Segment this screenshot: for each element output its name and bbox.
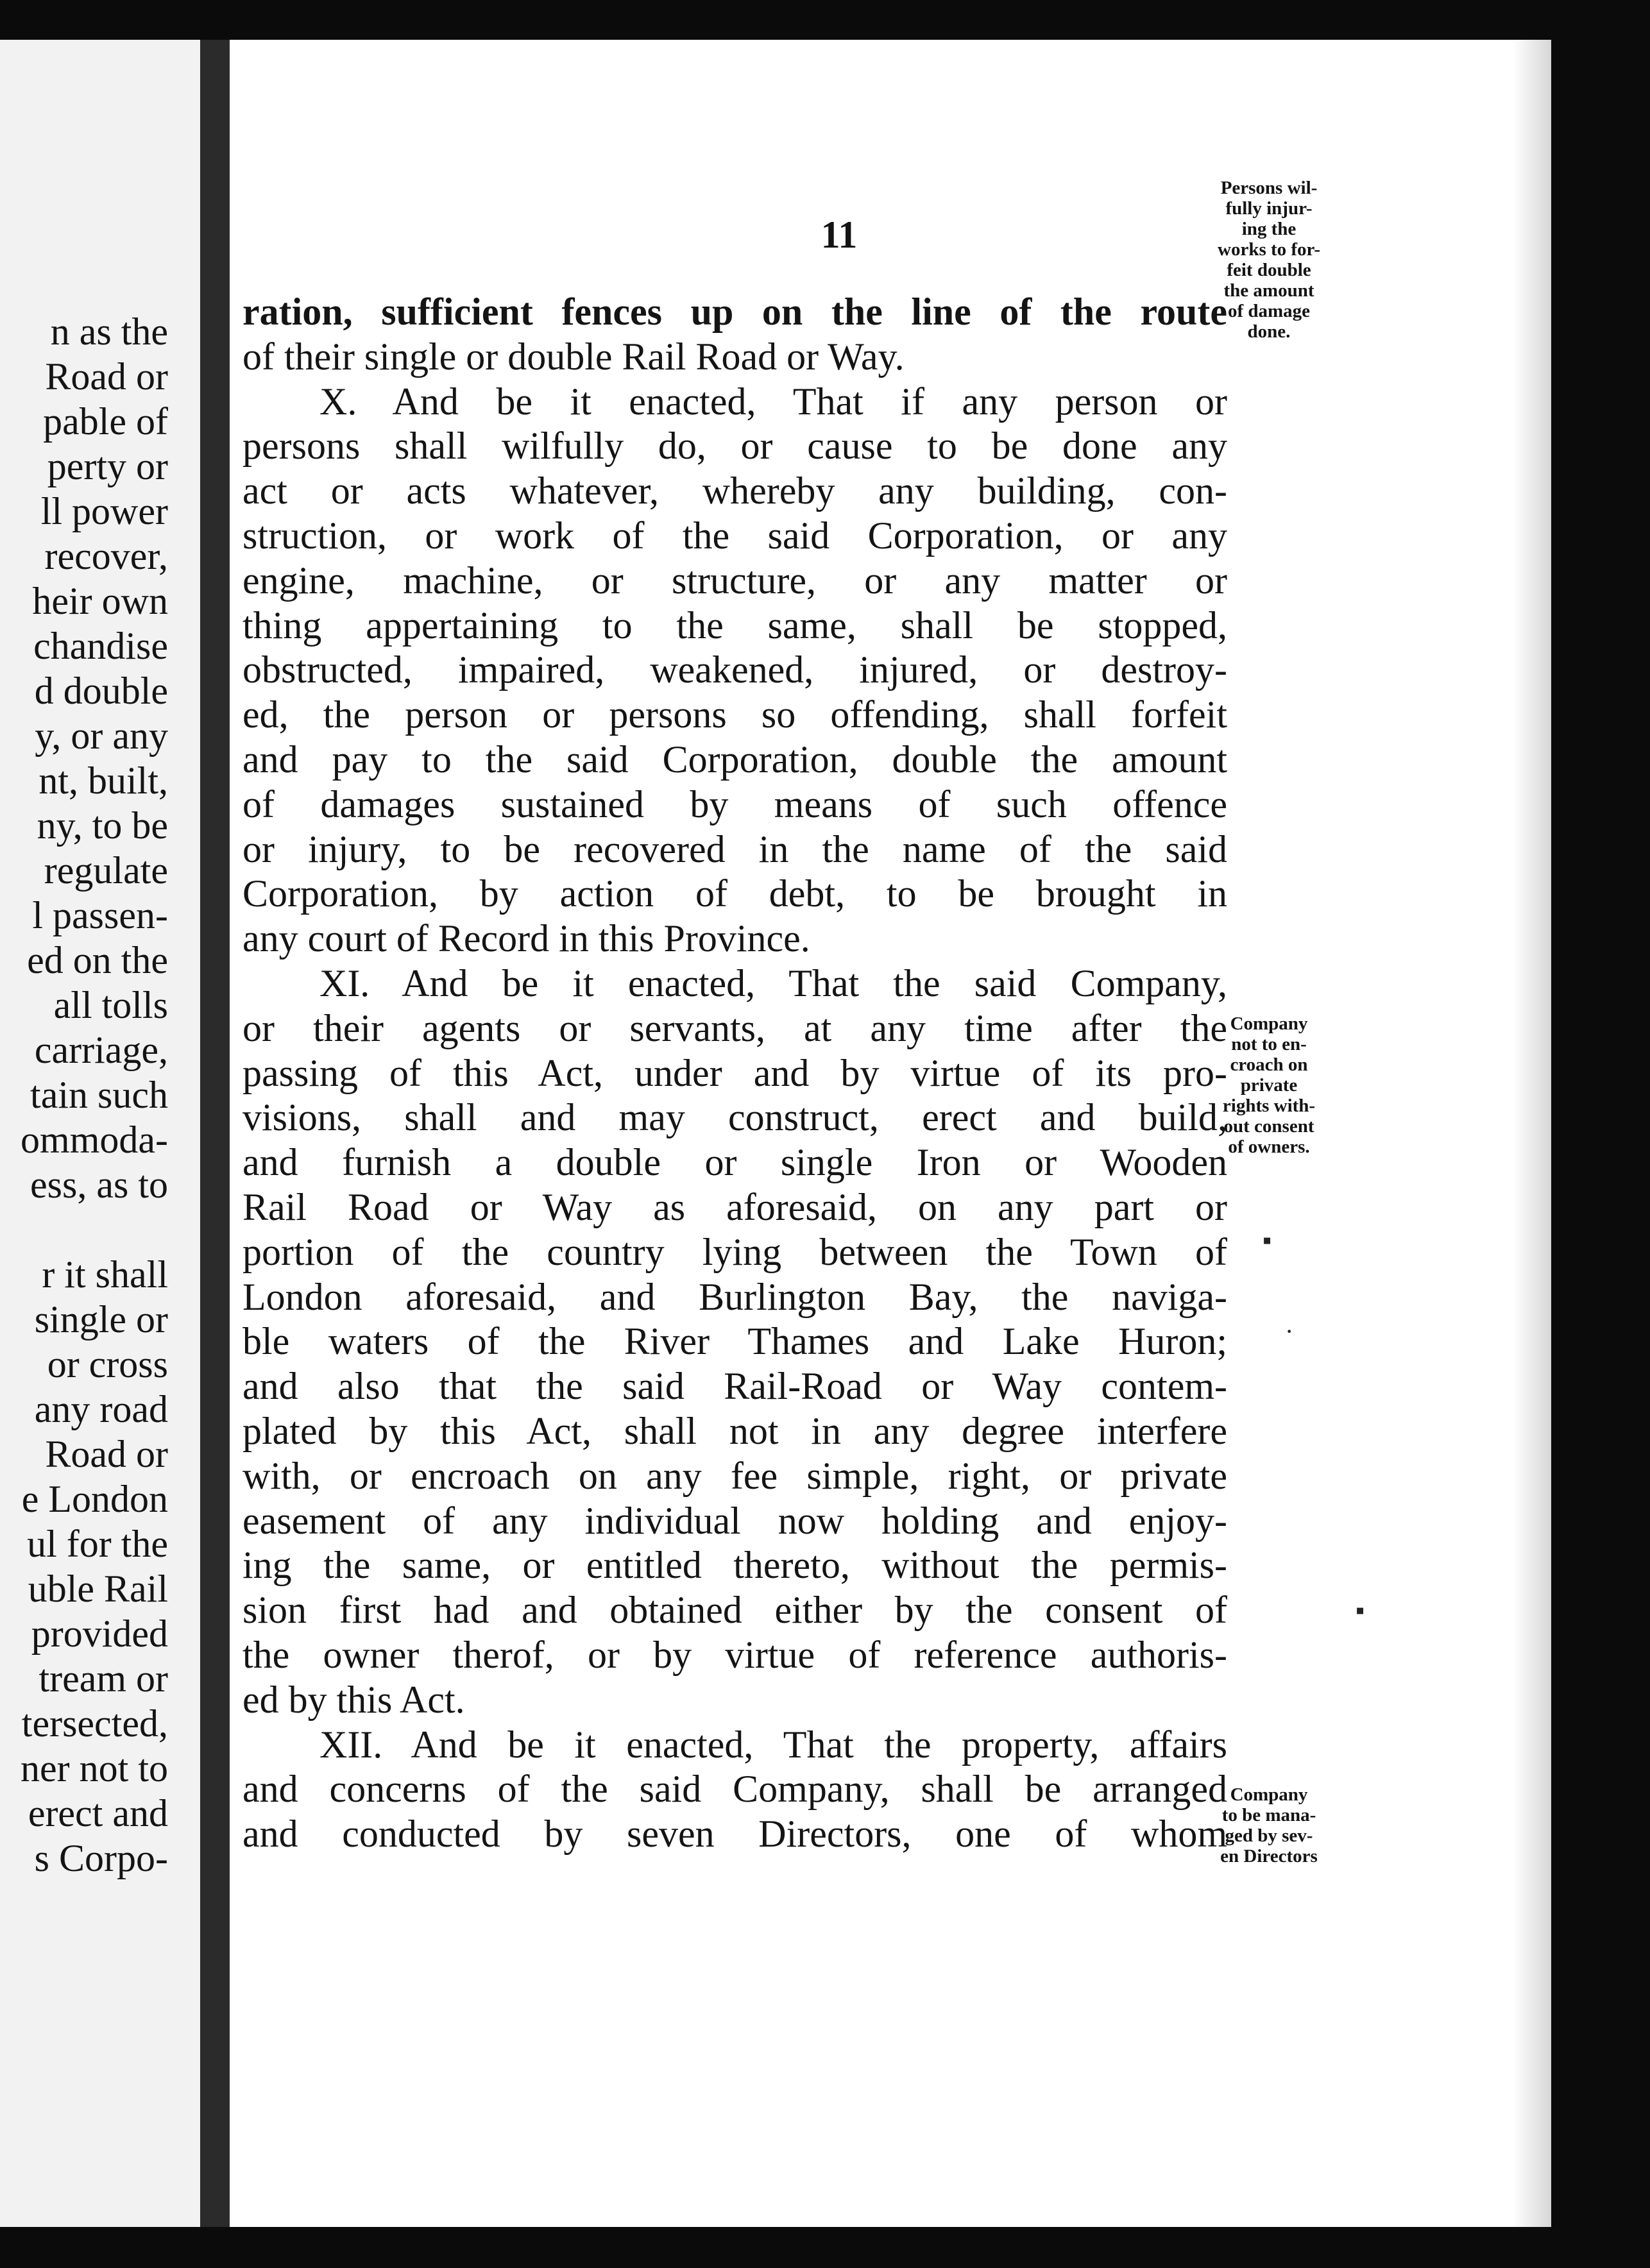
left-page-line: ner not to	[21, 1747, 168, 1790]
left-page-line: any road	[34, 1388, 168, 1430]
marginal-note-section-xi	[1198, 1013, 1340, 1157]
body-line: ble waters of the River Thames and Lake Huron;	[242, 1320, 1227, 1363]
marginal-note-line: Persons wil-	[1220, 178, 1318, 198]
body-line: struction, or work of the said Corporation, or any	[242, 514, 1227, 557]
left-page-line: or cross	[47, 1343, 168, 1385]
marginal-note-line: works to for-	[1218, 239, 1320, 260]
marginal-note-line: of damage	[1227, 301, 1311, 321]
right-page	[230, 40, 1551, 2227]
body-text	[242, 290, 1227, 1857]
body-line: visions, shall and may construct, erect and build,	[242, 1096, 1227, 1139]
left-page-line: l passen-	[32, 894, 168, 936]
marginal-note-line: private	[1240, 1075, 1298, 1096]
body-line: any court of Record in this Province.	[242, 917, 810, 960]
left-page-line: erect and	[28, 1792, 168, 1834]
body-line: the owner therof, or by virtue of reference authoris-	[242, 1633, 1227, 1676]
left-page-line: ess, as to	[30, 1164, 168, 1206]
ink-speck: ▪	[1263, 1226, 1272, 1255]
left-page-line: tain such	[30, 1074, 168, 1116]
body-line: engine, machine, or structure, or any matter or	[242, 559, 1227, 602]
book-gutter	[200, 40, 230, 2227]
body-line: XII. And be it enacted, That the property, affairs	[319, 1723, 1227, 1766]
body-line: or their agents or servants, at any time after the	[242, 1006, 1227, 1049]
marginal-note-line: croach on	[1230, 1054, 1308, 1075]
marginal-note-line: the amount	[1223, 280, 1314, 301]
body-line: portion of the country lying between the Town of	[242, 1230, 1227, 1273]
marginal-note-line: of owners.	[1228, 1137, 1310, 1157]
left-page-line: ommoda-	[21, 1119, 168, 1161]
marginal-note-section-xii	[1198, 1784, 1340, 1866]
body-line: easement of any individual now holding and enjoy-	[242, 1499, 1227, 1542]
marginal-note-line: done.	[1247, 321, 1291, 342]
body-line: and pay to the said Corporation, double the amount	[242, 738, 1227, 781]
left-page-line: tersected,	[21, 1702, 168, 1745]
left-page-line: regulate	[44, 849, 168, 892]
body-line: and concerns of the said Company, shall be arranged	[242, 1768, 1227, 1811]
body-line: X. And be it enacted, That if any person or	[319, 380, 1227, 423]
marginal-note-section-x	[1198, 178, 1340, 342]
left-page-line: nt, built,	[38, 759, 168, 802]
left-page-line: Road or	[45, 1433, 168, 1475]
marginal-note-line: out consent	[1223, 1116, 1314, 1137]
left-page-line: r it shall	[42, 1253, 168, 1296]
body-line: act or acts whatever, whereby any building, con-	[242, 470, 1227, 512]
left-page-line: ul for the	[27, 1523, 168, 1565]
body-line: London aforesaid, and Burlington Bay, the naviga-	[242, 1275, 1227, 1318]
body-line: ed, the person or persons so offending, shall forfeit	[242, 693, 1227, 736]
marginal-note-line: ged by sev-	[1225, 1825, 1313, 1846]
left-page-line: provided	[31, 1612, 168, 1655]
body-line: ing the same, or entitled thereto, without the permis-	[242, 1544, 1227, 1587]
left-page-line: ed on the	[27, 939, 168, 981]
body-line: plated by this Act, shall not in any degree interfere	[242, 1409, 1227, 1452]
body-line: of damages sustained by means of such offence	[242, 783, 1227, 825]
body-line: Corporation, by action of debt, to be brought in	[242, 872, 1227, 915]
left-page-line: single or	[34, 1298, 168, 1341]
page-number: 11	[821, 214, 858, 256]
marginal-note-line: rights with-	[1222, 1096, 1316, 1116]
left-page-line: tream or	[38, 1657, 168, 1700]
page-edge-mark: ·	[1285, 1317, 1294, 1346]
left-page-line: ll power	[40, 490, 168, 532]
left-page-line: Road or	[45, 355, 168, 398]
body-line: Rail Road or Way as aforesaid, on any part or	[242, 1185, 1227, 1228]
left-page-line: ny, to be	[37, 804, 168, 847]
left-page-line: perty or	[47, 445, 168, 487]
marginal-note-line: Company	[1230, 1784, 1308, 1805]
marginal-note-line: fully injur-	[1225, 198, 1313, 219]
left-page-line: y, or any	[35, 715, 168, 757]
left-page-line: uble Rail	[28, 1568, 168, 1610]
body-line: and also that the said Rail-Road or Way contem-	[242, 1365, 1227, 1408]
left-page-line: n as the	[50, 310, 168, 353]
body-line: persons shall wilfully do, or cause to be done any	[242, 425, 1227, 468]
body-line: and furnish a double or single Iron or Wooden	[242, 1141, 1227, 1184]
left-page-line: carriage,	[34, 1029, 168, 1071]
left-page-line: pable of	[43, 400, 168, 443]
left-page-text	[0, 309, 168, 1881]
left-page	[0, 40, 200, 2227]
left-page-line: heir own	[32, 580, 168, 622]
body-line: passing of this Act, under and by virtue of its pro-	[242, 1051, 1227, 1094]
left-page-line: d double	[34, 670, 168, 712]
marginal-note-line: feit double	[1227, 260, 1311, 280]
body-line: and conducted by seven Directors, one of whom	[242, 1813, 1227, 1856]
left-page-line: recover,	[44, 535, 168, 577]
marginal-note-line: ing the	[1241, 219, 1297, 239]
ink-speck: ▪	[1356, 1596, 1365, 1625]
body-line: of their single or double Rail Road or Way.	[242, 335, 905, 378]
left-page-line: s Corpo-	[34, 1837, 168, 1879]
body-line: obstructed, impaired, weakened, injured, or destroy-	[242, 648, 1227, 691]
marginal-note-line: en Directors	[1220, 1846, 1318, 1866]
body-line: thing appertaining to the same, shall be stopped,	[242, 604, 1227, 647]
body-line: ed by this Act.	[242, 1678, 465, 1721]
left-page-line: all tolls	[53, 984, 168, 1026]
body-line: sion first had and obtained either by the consent of	[242, 1589, 1227, 1632]
body-line: or injury, to be recovered in the name of the said	[242, 827, 1227, 870]
body-line: with, or encroach on any fee simple, right, or private	[242, 1454, 1227, 1497]
marginal-note-line: Company	[1230, 1013, 1308, 1034]
left-page-line: e London	[21, 1478, 168, 1520]
body-line: ration, sufficient fences up on the line of the route	[242, 291, 1227, 333]
marginal-note-line: to be mana-	[1221, 1805, 1316, 1825]
left-page-line: chandise	[33, 625, 168, 667]
marginal-note-line: not to en-	[1231, 1034, 1307, 1054]
body-line: XI. And be it enacted, That the said Company,	[319, 961, 1227, 1004]
left-page-line	[0, 1207, 168, 1252]
